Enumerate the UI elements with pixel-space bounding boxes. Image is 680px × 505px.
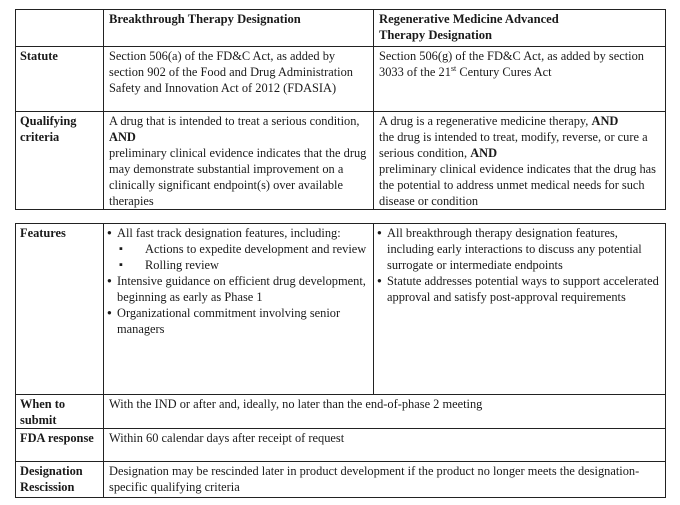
header-rmat xyxy=(374,10,666,47)
qualifying-rmat-part2: the drug is intended to treat, modify, reverse, or cure a serious condition, xyxy=(379,130,648,160)
statute-rmat-sup: st xyxy=(450,63,457,73)
feature-sub-bullet: ▪ Actions to expedite development and review xyxy=(107,241,369,257)
qualifying-label: Qualifying criteria xyxy=(16,112,104,210)
qualifying-rmat-part1: A drug is a regenerative medicine therapy, xyxy=(379,114,589,128)
and-keyword: AND xyxy=(109,130,136,144)
feature-bullet: ● All breakthrough therapy designation features, including early interactions to discuss any potential surrogate or intermediate endpoints xyxy=(377,225,661,273)
header-rmat-line2: Therapy Designation xyxy=(379,28,493,42)
designation-table-top xyxy=(15,9,666,210)
when-value: With the IND or after and, ideally, no later than the end-of-phase 2 meeting xyxy=(104,395,666,429)
rescission-row xyxy=(16,462,666,498)
fda-label: FDA response xyxy=(16,429,104,462)
features-label: Features xyxy=(16,224,104,395)
when-label: When to submit xyxy=(16,395,104,429)
features-rmat xyxy=(374,224,666,395)
features-btd xyxy=(104,224,374,395)
and-keyword: AND xyxy=(591,114,619,128)
header-row xyxy=(16,10,666,47)
rescission-label: Designation Rescission xyxy=(16,462,104,498)
qualifying-row xyxy=(16,112,666,210)
feature-sub-bullet: ▪ Rolling review xyxy=(107,257,369,273)
statute-btd: Section 506(a) of the FD&C Act, as added by section 902 of the Food and Drug Administration Safety and Innovation Act of 2012 (FDASIA) xyxy=(104,47,374,112)
qualifying-btd-part1: A drug that is intended to treat a serious condition, xyxy=(109,114,360,128)
feature-bullet: ● All fast track designation features, including: xyxy=(107,225,369,241)
statute-rmat xyxy=(374,47,666,112)
designation-table-bottom xyxy=(15,223,666,498)
qualifying-rmat-part3: preliminary clinical evidence indicates that the drug has the potential to address unmet medical needs for such disease or condition xyxy=(379,162,656,208)
header-btd: Breakthrough Therapy Designation xyxy=(104,10,374,47)
features-row xyxy=(16,224,666,395)
statute-row xyxy=(16,47,666,112)
qualifying-rmat xyxy=(374,112,666,210)
statute-label: Statute xyxy=(16,47,104,112)
feature-bullet: ● Organizational commitment involving senior managers xyxy=(107,305,369,337)
fda-value: Within 60 calendar days after receipt of request xyxy=(104,429,666,462)
feature-bullet: ● Statute addresses potential ways to support accelerated approval and satisfy post-approval requirements xyxy=(377,273,661,305)
qualifying-btd xyxy=(104,112,374,210)
fda-row xyxy=(16,429,666,462)
statute-rmat-text-end: Century Cures Act xyxy=(456,65,552,79)
qualifying-btd-part2: preliminary clinical evidence indicates that the drug may demonstrate substantial improvement on a clinically significant endpoint(s) over available therapies xyxy=(109,146,367,208)
rescission-value: Designation may be rescinded later in product development if the product no longer meets the designation-specific qualifying criteria xyxy=(104,462,666,498)
header-empty-cell xyxy=(16,10,104,47)
statute-rmat-text: Section 506(g) of the FD&C Act, as added by section 3033 of the 21 xyxy=(379,49,644,79)
header-rmat-line1: Regenerative Medicine Advanced xyxy=(379,12,559,26)
and-keyword: AND xyxy=(470,146,498,160)
feature-bullet: ● Intensive guidance on efficient drug development, beginning as early as Phase 1 xyxy=(107,273,369,305)
when-row xyxy=(16,395,666,429)
